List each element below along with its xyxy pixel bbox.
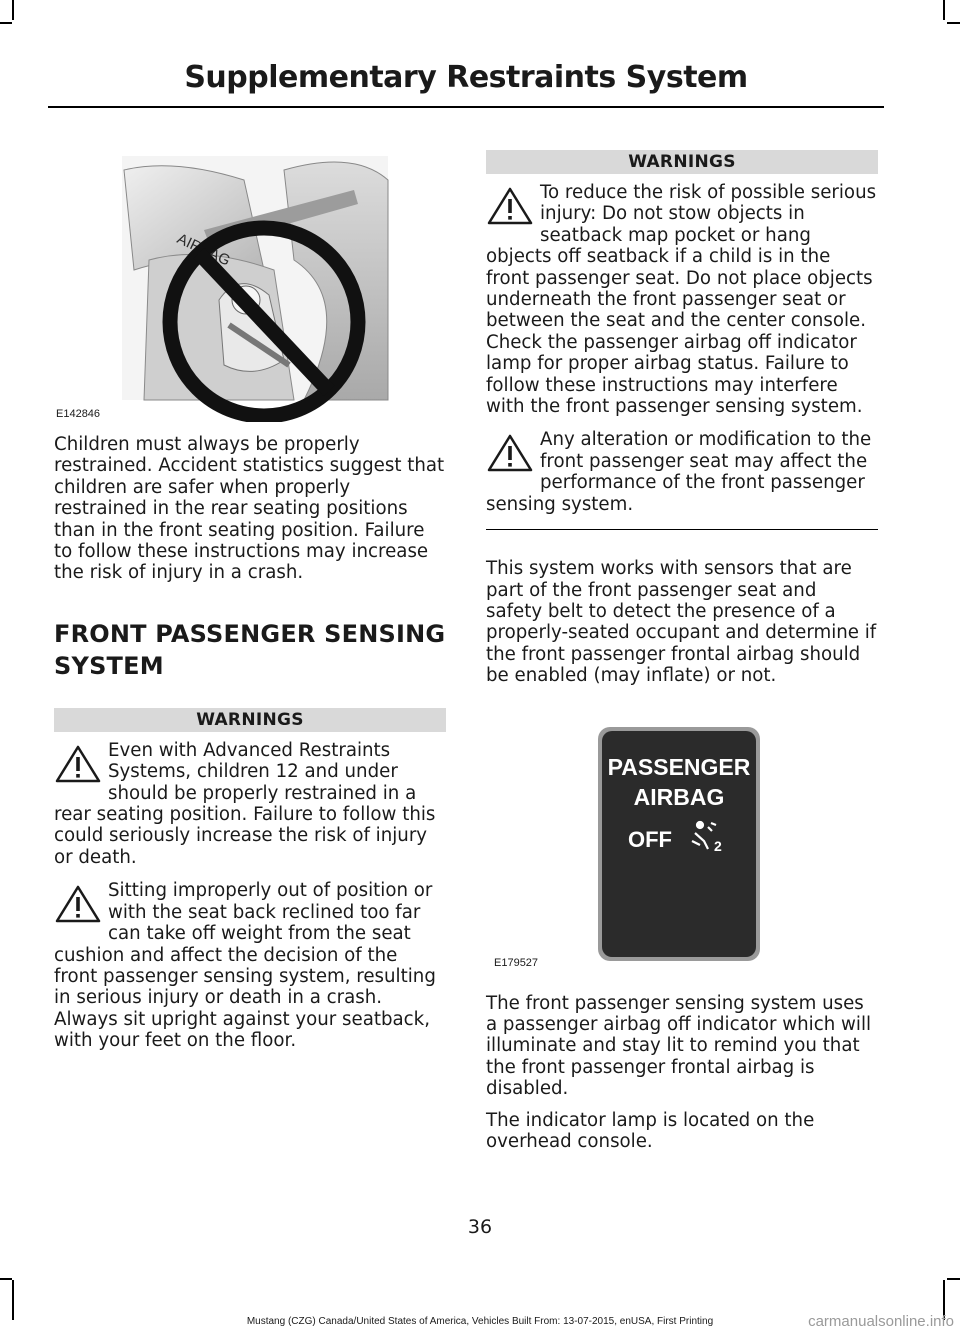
warning-item bbox=[54, 880, 446, 1051]
indicator-location: The indicator lamp is located on the overhead console. bbox=[486, 1109, 815, 1152]
crop-mark-top-left-h bbox=[0, 22, 12, 24]
crop-mark-bottom-left-h bbox=[0, 1278, 12, 1280]
warning-text: Any alteration or modification to the front passenger seat may affect the performance of the front passenger sensing system. bbox=[486, 429, 872, 515]
crop-mark-top-right-h bbox=[947, 22, 960, 24]
passenger-airbag-off-indicator bbox=[486, 709, 878, 971]
indicator-line-passenger: PASSENGER bbox=[607, 753, 751, 780]
footer-text: Mustang (CZG) Canada/United States of America, Vehicles Built From: 13-07-2015, enUSA, First Printing bbox=[246, 1316, 714, 1327]
page-title: Supplementary Restraints System bbox=[184, 60, 748, 95]
intro-paragraph: Children must always be properly restrained. Accident statistics suggest that children are safer when properly restrained in the rear seating positions than in the front seating position. Failure to follow these instructions may increase the risk of injury in a crash. bbox=[54, 434, 445, 584]
warning-triangle-icon bbox=[54, 744, 102, 784]
figure-code: E142846 bbox=[56, 408, 101, 420]
crop-mark-top-left bbox=[12, 0, 14, 20]
warnings-header: WARNINGS bbox=[54, 708, 446, 732]
warnings-header: WARNINGS bbox=[486, 150, 878, 174]
figure-indicator-lamp bbox=[486, 709, 878, 971]
warning-triangle-icon bbox=[486, 433, 534, 473]
crop-mark-bottom-right-h bbox=[947, 1278, 960, 1280]
warning-triangle-icon bbox=[54, 884, 102, 924]
figure-no-child-seat bbox=[54, 150, 446, 422]
page-number: 36 bbox=[467, 1216, 493, 1238]
child-seat-prohibited-illustration bbox=[54, 150, 446, 422]
indicator-seat-number: 2 bbox=[714, 837, 722, 854]
left-column bbox=[54, 150, 446, 1062]
watermark: carmanualsonline.info bbox=[808, 1313, 954, 1330]
warning-item bbox=[486, 429, 878, 515]
crop-mark-bottom-left bbox=[12, 1280, 14, 1320]
system-description: This system works with sensors that are part of the front passenger seat and safety belt to detect the presence of a properly-seated occupant and determine if the front passenger frontal airbag should be enabled (may inflate) or not. bbox=[486, 558, 877, 687]
warnings-end-rule bbox=[486, 529, 878, 530]
indicator-off: OFF bbox=[628, 826, 672, 852]
warning-text: To reduce the risk of possible serious injury: Do not stow objects in seatback map pocket or hang objects off seatback if a child is in the front passenger seat. Do not place objects underneath the front passenger seat or between the seat and the center console. Check the passenger airbag off indicator lamp for proper airbag status. Failure to follow these instructions may interfere with the front passenger sensing system. bbox=[486, 182, 877, 418]
section-heading: FRONT PASSENGER SENSING SYSTEM bbox=[54, 619, 446, 680]
indicator-description: The front passenger sensing system uses a passenger airbag off indicator which will illuminate and stay lit to remind you that the front passenger frontal airbag is disabled. bbox=[486, 992, 872, 1100]
header-rule bbox=[48, 106, 884, 108]
warning-item bbox=[54, 740, 446, 868]
warning-triangle-icon bbox=[486, 186, 534, 226]
right-column bbox=[486, 150, 878, 1152]
warning-text: Even with Advanced Restraints Systems, children 12 and under should be properly restrained in a rear seating position. Failure to follow this could seriously increase the risk of injury or death. bbox=[54, 739, 436, 868]
warning-text: Sitting improperly out of position or with the seat back reclined too far can take off weight from the seat cushion and affect the decision of the front passenger sensing system, resulting in serious injury or death in a crash. Always sit upright against your seatback, with your feet on the floor. bbox=[54, 880, 436, 1052]
warning-item bbox=[486, 182, 878, 417]
crop-mark-top-right bbox=[943, 0, 945, 20]
figure-code: E179527 bbox=[494, 956, 539, 969]
indicator-line-airbag: AIRBAG bbox=[633, 783, 725, 810]
